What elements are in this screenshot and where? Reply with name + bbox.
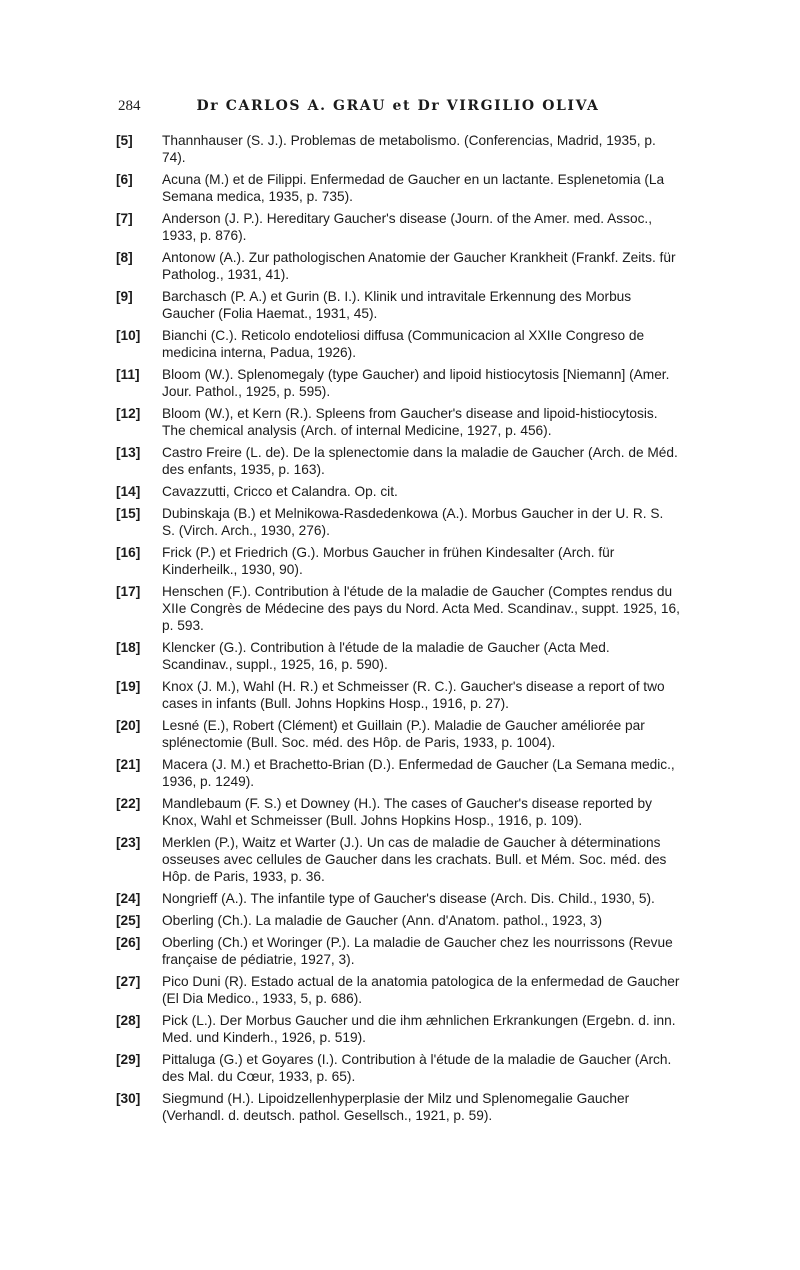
reference-entry	[116, 483, 680, 500]
reference-entry	[116, 405, 680, 439]
reference-number: [17]	[116, 583, 141, 599]
reference-entry	[116, 327, 680, 361]
reference-number: [6]	[116, 172, 133, 187]
reference-number: [10]	[116, 328, 141, 343]
reference-entry	[116, 132, 680, 166]
reference-text: Oberling (Ch.) et Woringer (P.). La maladie de Gaucher chez les nourrissons (Revue française de pédiatrie, 1927, 3).	[162, 934, 673, 967]
reference-entry	[116, 678, 680, 712]
reference-text: Bloom (W.), et Kern (R.). Spleens from Gaucher's disease and lipoid-histiocytosis. The chemical analysis (Arch. of internal Medicine, 1927, p. 456).	[162, 406, 658, 439]
reference-entry	[116, 249, 680, 283]
reference-entry	[116, 912, 680, 929]
reference-text: Cavazzutti, Cricco et Calandra. Op. cit.	[162, 484, 398, 499]
reference-number: [14]	[116, 484, 141, 499]
reference-text: Oberling (Ch.). La maladie de Gaucher (Ann. d'Anatom. pathol., 1923, 3)	[162, 913, 603, 928]
reference-entry	[116, 834, 680, 886]
reference-number: [18]	[116, 640, 141, 655]
reference-text: Lesné (E.), Robert (Clément) et Guillain (P.). Maladie de Gaucher améliorée par splénectomie (Bull. Soc. méd. des Hôp. de Paris, 1933, p. 1004).	[162, 718, 645, 751]
page-header	[118, 98, 678, 120]
reference-number: [25]	[116, 913, 141, 928]
reference-text: Siegmund (H.). Lipoidzellenhyperplasie der Milz und Splenomegalie Gaucher (Verhandl. d. deutsch. pathol. Gesellsch., 1921, p. 59).	[162, 1090, 630, 1123]
reference-list	[116, 132, 680, 1129]
reference-entry	[116, 366, 680, 400]
reference-number: [11]	[116, 367, 140, 382]
running-title: Dr CARLOS A. GRAU et Dr VIRGILIO OLIVA	[196, 98, 600, 114]
reference-entry	[116, 1051, 680, 1085]
reference-entry	[116, 544, 680, 578]
reference-text: Antonow (A.). Zur pathologischen Anatomie der Gaucher Krankheit (Frankf. Zeits. für Patholog., 1931, 41).	[162, 250, 676, 283]
reference-text: Barchasch (P. A.) et Gurin (B. I.). Klinik und intravitale Erkennung des Morbus Gaucher (Folia Haemat., 1931, 45).	[162, 289, 632, 322]
reference-number: [9]	[116, 289, 133, 304]
reference-entry	[116, 583, 680, 635]
reference-number: [30]	[116, 1090, 141, 1106]
reference-text: Pittaluga (G.) et Goyares (I.). Contribution à l'étude de la maladie de Gaucher (Arch. des Mal. du Cœur, 1933, p. 65).	[162, 1051, 672, 1084]
reference-text: Henschen (F.). Contribution à l'étude de la maladie de Gaucher (Comptes rendus du XIIe Congrès de Médecine des pays du Nord. Acta Med. Scandinav., suppt. 1925, 16, p. 593.	[162, 583, 680, 634]
reference-entry	[116, 973, 680, 1007]
reference-text: Frick (P.) et Friedrich (G.). Morbus Gaucher in frühen Kindesalter (Arch. für Kinderheilk., 1930, 90).	[162, 544, 615, 577]
reference-number: [23]	[116, 835, 141, 850]
reference-number: [29]	[116, 1051, 141, 1067]
reference-entry	[116, 288, 680, 322]
reference-entry	[116, 756, 680, 790]
reference-number: [7]	[116, 211, 133, 226]
reference-text: Klencker (G.). Contribution à l'étude de la maladie de Gaucher (Acta Med. Scandinav., suppl., 1925, 16, p. 590).	[162, 640, 610, 673]
reference-number: [20]	[116, 718, 141, 733]
reference-number: [15]	[116, 505, 141, 521]
reference-number: [21]	[116, 757, 141, 772]
reference-text: Pick (L.). Der Morbus Gaucher und die ihm æhnlichen Erkrankungen (Ergebn. d. inn. Med. und Kinderh., 1926, p. 519).	[162, 1012, 676, 1045]
reference-number: [13]	[116, 445, 141, 460]
reference-text: Merklen (P.), Waitz et Warter (J.). Un cas de maladie de Gaucher à déterminations osseuses avec cellules de Gaucher dans les crachats. Bull. et Mém. Soc. méd. des Hôp. de Paris, 1933, p. 36.	[162, 835, 667, 885]
reference-text: Castro Freire (L. de). De la splenectomie dans la maladie de Gaucher (Arch. de Méd. des enfants, 1935, p. 163).	[162, 445, 678, 478]
reference-entry	[116, 795, 680, 829]
reference-number: [16]	[116, 544, 141, 560]
reference-number: [27]	[116, 973, 141, 989]
reference-text: Anderson (J. P.). Hereditary Gaucher's disease (Journ. of the Amer. med. Assoc., 1933, p. 876).	[162, 211, 653, 244]
reference-entry	[116, 639, 680, 673]
reference-number: [12]	[116, 406, 141, 421]
reference-text: Macera (J. M.) et Brachetto-Brian (D.). Enfermedad de Gaucher (La Semana medic., 1936, p. 1249).	[162, 757, 675, 790]
reference-text: Nongrieff (A.). The infantile type of Gaucher's disease (Arch. Dis. Child., 1930, 5).	[162, 891, 655, 907]
reference-number: [24]	[116, 891, 141, 907]
page-number: 284	[118, 98, 141, 114]
reference-text: Knox (J. M.), Wahl (H. R.) et Schmeisser (R. C.). Gaucher's disease a report of two cases in infants (Bull. Johns Hopkins Hosp., 1916, p. 27).	[162, 679, 665, 712]
reference-number: [19]	[116, 679, 141, 694]
reference-number: [26]	[116, 934, 141, 950]
reference-number: [8]	[116, 250, 133, 265]
reference-entry	[116, 171, 680, 205]
reference-text: Mandlebaum (F. S.) et Downey (H.). The cases of Gaucher's disease reported by Knox, Wahl et Schmeisser (Bull. Johns Hopkins Hosp., 1916, p. 109).	[162, 796, 653, 829]
reference-text: Pico Duni (R). Estado actual de la anatomia patologica de la enfermedad de Gaucher (El Dia Medico., 1933, 5, p. 686).	[162, 973, 680, 1006]
reference-number: [22]	[116, 796, 141, 811]
reference-text: Thannhauser (S. J.). Problemas de metabolismo. (Conferencias, Madrid, 1935, p. 74).	[162, 133, 656, 166]
reference-entry	[116, 717, 680, 751]
reference-text: Acuna (M.) et de Filippi. Enfermedad de Gaucher en un lactante. Esplenetomia (La Semana medica, 1935, p. 735).	[162, 172, 665, 205]
reference-text: Dubinskaja (B.) et Melnikowa-Rasdedenkowa (A.). Morbus Gaucher in der U. R. S. S. (Virch. Arch., 1930, 276).	[162, 505, 664, 538]
reference-text: Bianchi (C.). Reticolo endoteliosi diffusa (Communicacion al XXIIe Congreso de medicina interna, Padua, 1926).	[162, 328, 645, 361]
reference-entry	[116, 444, 680, 478]
reference-text: Bloom (W.). Splenomegaly (type Gaucher) and lipoid histiocytosis [Niemann] (Amer. Jour. Pathol., 1925, p. 595).	[162, 367, 670, 400]
reference-entry	[116, 1090, 680, 1124]
reference-entry	[116, 890, 680, 907]
reference-number: [28]	[116, 1012, 141, 1028]
reference-number: [5]	[116, 133, 133, 148]
reference-entry	[116, 1012, 680, 1046]
reference-entry	[116, 934, 680, 968]
reference-entry	[116, 210, 680, 244]
reference-entry	[116, 505, 680, 539]
